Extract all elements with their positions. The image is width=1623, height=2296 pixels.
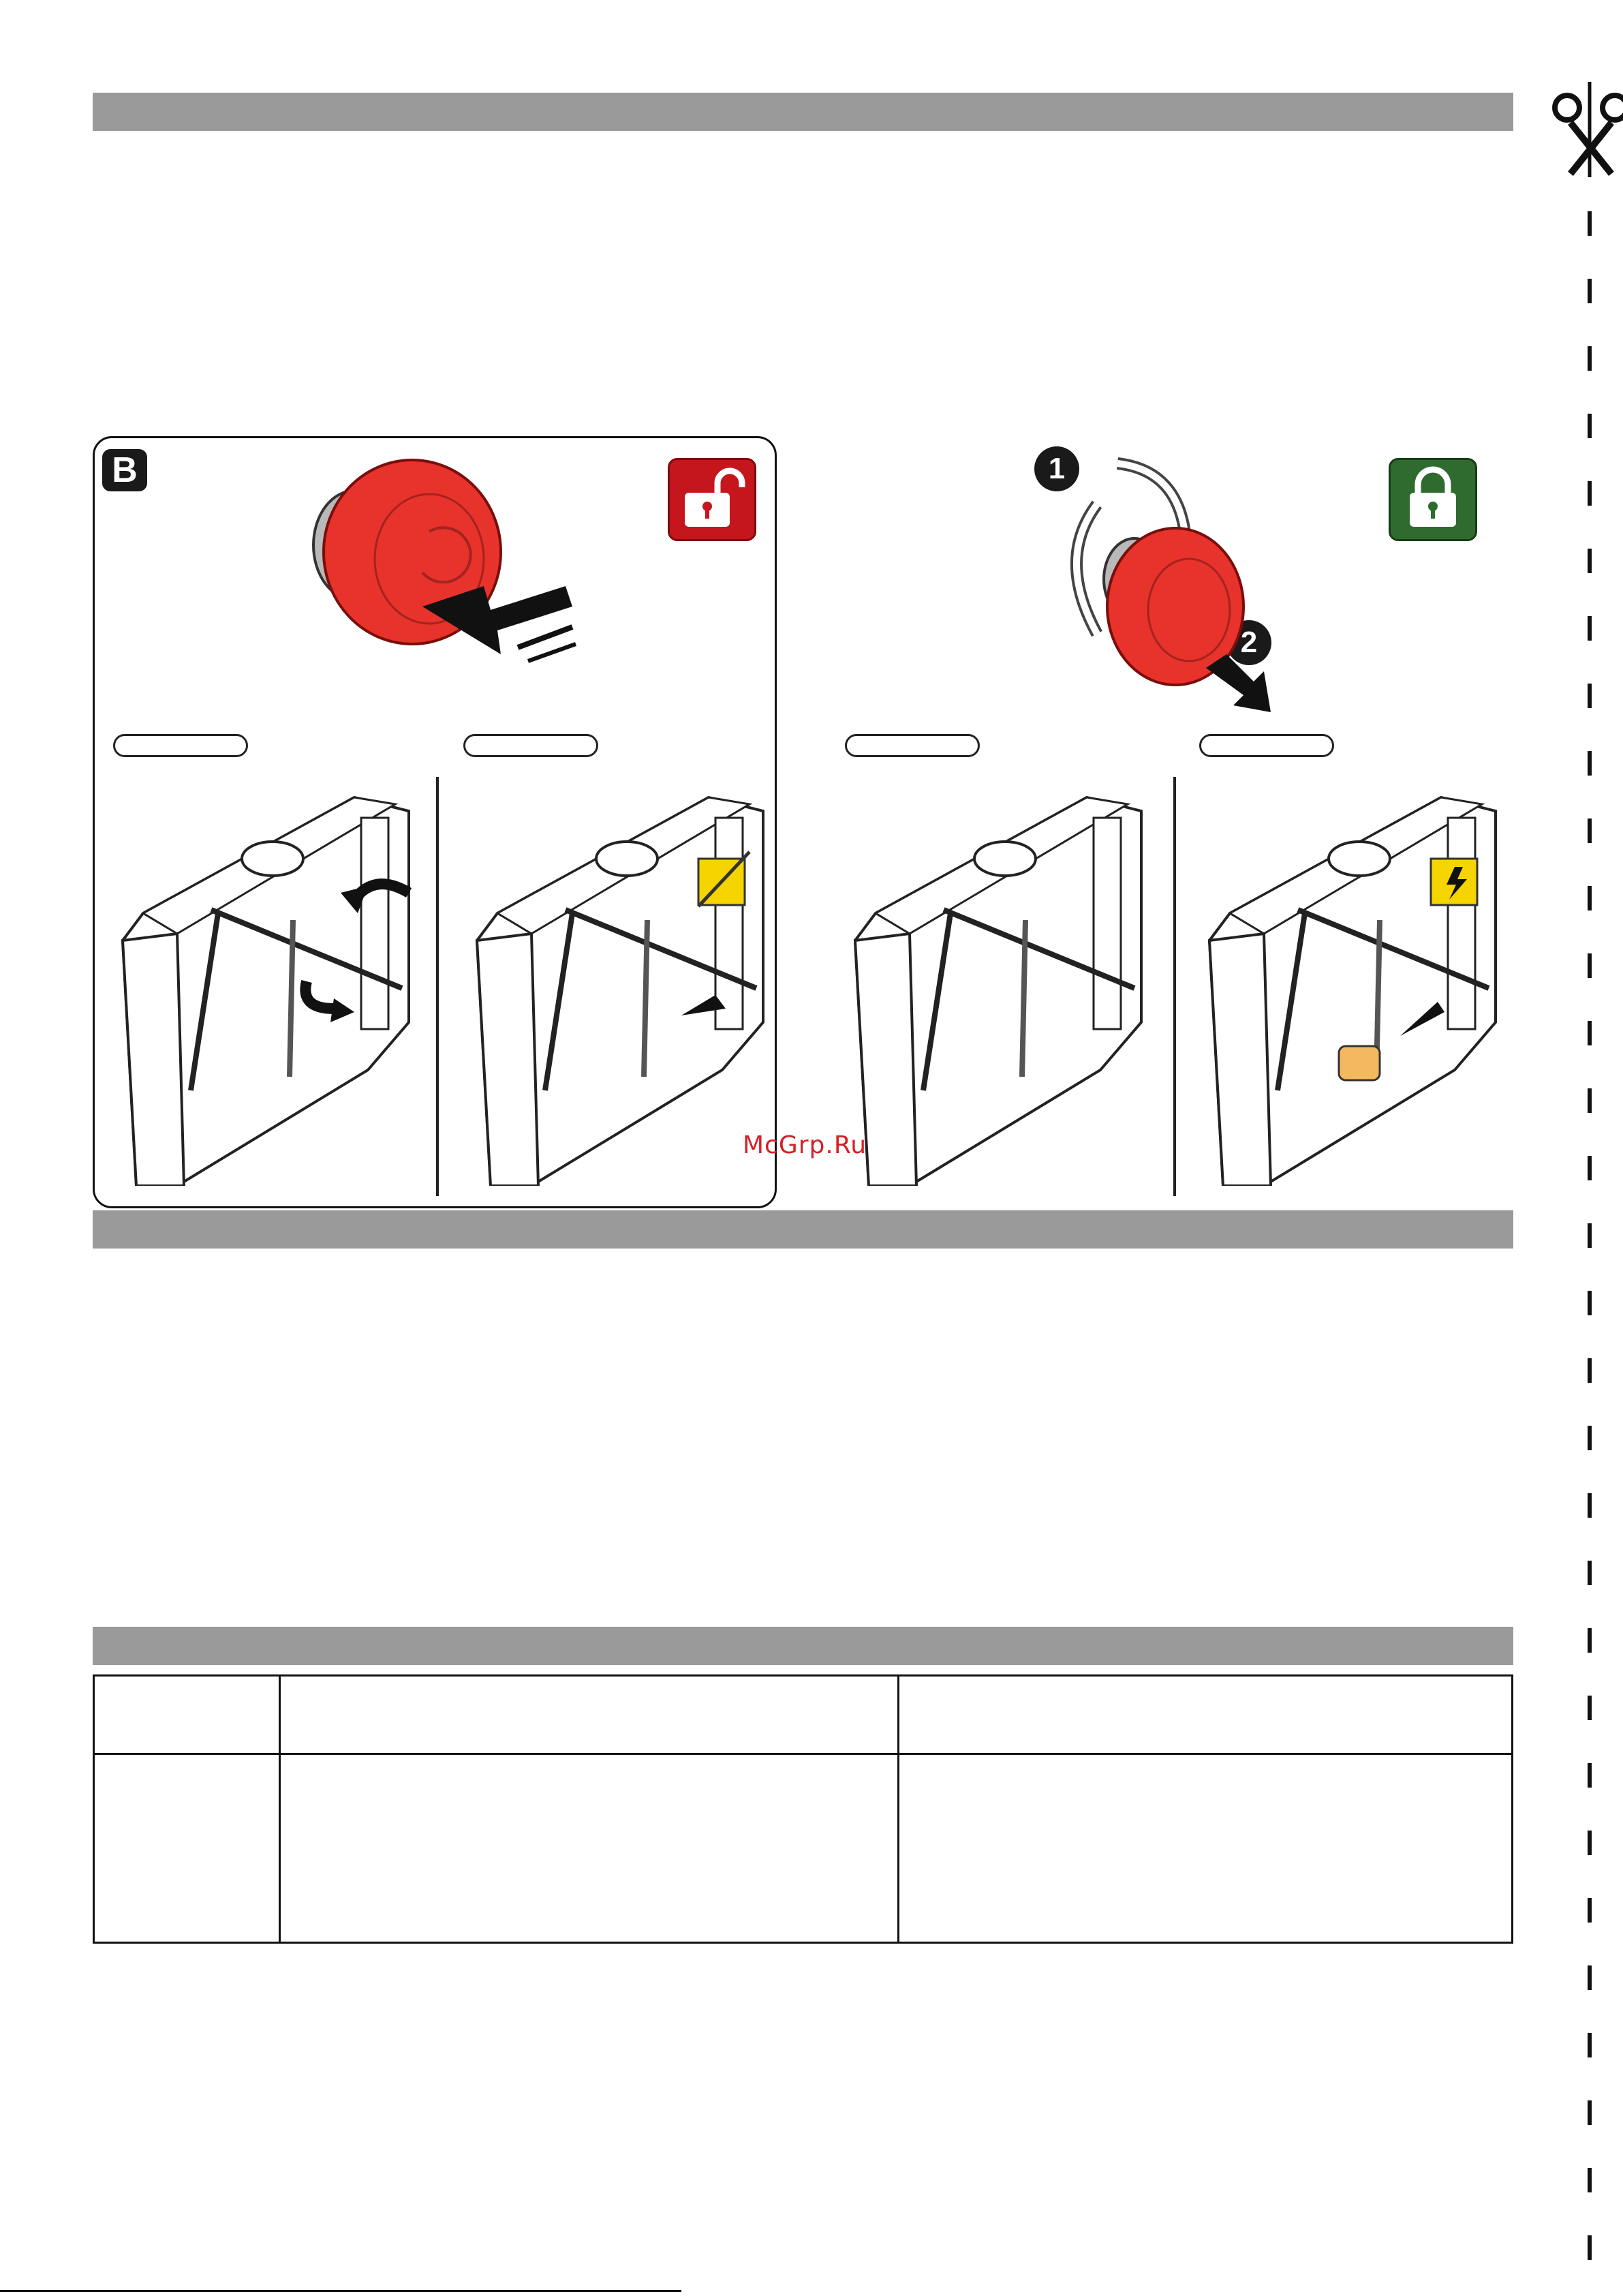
turnstile-label-tag-3 [845,734,980,757]
table-row [94,1754,1513,1943]
cut-line-dash [1588,414,1592,438]
table-cell [899,1676,1513,1754]
footer-rule [0,2290,681,2292]
cut-line-dash [1588,818,1592,843]
cut-line-dash [1588,549,1592,573]
cut-line-dash [1588,1223,1592,1248]
cut-line-dash [1588,2100,1592,2125]
cut-line-dash [1588,2033,1592,2057]
watermark: McGrp.Ru [743,1131,867,1159]
table-cell [94,1676,280,1754]
section-header-band-2 [93,1210,1513,1249]
cut-line-dash [1588,1965,1592,1990]
cut-line-dash [1588,751,1592,776]
cut-line-dash [1588,953,1592,978]
turnstile-illustration [463,777,784,1189]
figure-b-label: B [102,449,147,491]
cut-line-dash [1588,1831,1592,1855]
step-2-badge: 2 [1226,620,1271,665]
table-row [94,1676,1513,1754]
turnstile-illustration [1196,777,1516,1189]
released-emergency-button-icon [1029,450,1301,726]
cut-line-dash [1588,1493,1592,1518]
cut-line-dash [1588,1088,1592,1113]
turnstile-illustration [841,777,1162,1189]
table-cell [280,1754,899,1943]
table-cell [94,1754,280,1943]
cut-line-dash [1588,1358,1592,1383]
emergency-stop-button-icon [293,450,579,685]
cut-line-dash [1588,481,1592,506]
turnstile-label-tag-1 [113,734,248,757]
step-1-badge: 1 [1034,446,1079,491]
cut-line-dash [1588,2168,1592,2192]
specification-table [93,1674,1513,1944]
section-header-band-1 [93,93,1513,131]
cut-line-dash [1588,1156,1592,1180]
figure-divider-2 [1173,777,1176,1196]
cut-line-dash [1588,684,1592,708]
cut-line-dash [1588,346,1592,371]
locked-padlock-icon [1389,458,1477,541]
cut-line-dash [1588,1561,1592,1585]
cut-line-dash [1588,279,1592,303]
scissors-icon [1547,82,1623,181]
section-header-band-3 [93,1627,1513,1665]
cut-line-dash [1588,1696,1592,1720]
cut-line-dash [1588,211,1592,236]
cut-line-dash [1588,1426,1592,1450]
cut-line-dash [1588,2235,1592,2260]
turnstile-label-tag-4 [1199,734,1334,757]
cut-line-dash [1588,1898,1592,1923]
cut-line-dash [1588,1291,1592,1315]
cut-line-dash [1588,1628,1592,1653]
figure-divider-1 [436,777,439,1196]
cut-line-dash [1588,616,1592,641]
unlocked-padlock-icon [668,458,756,541]
table-cell [280,1676,899,1754]
cut-line-dash [1588,886,1592,910]
turnstile-illustration [109,777,429,1189]
table-cell [899,1754,1513,1943]
cut-line-dash [1588,1763,1592,1788]
cut-line-dash [1588,1021,1592,1045]
turnstile-label-tag-2 [463,734,598,757]
